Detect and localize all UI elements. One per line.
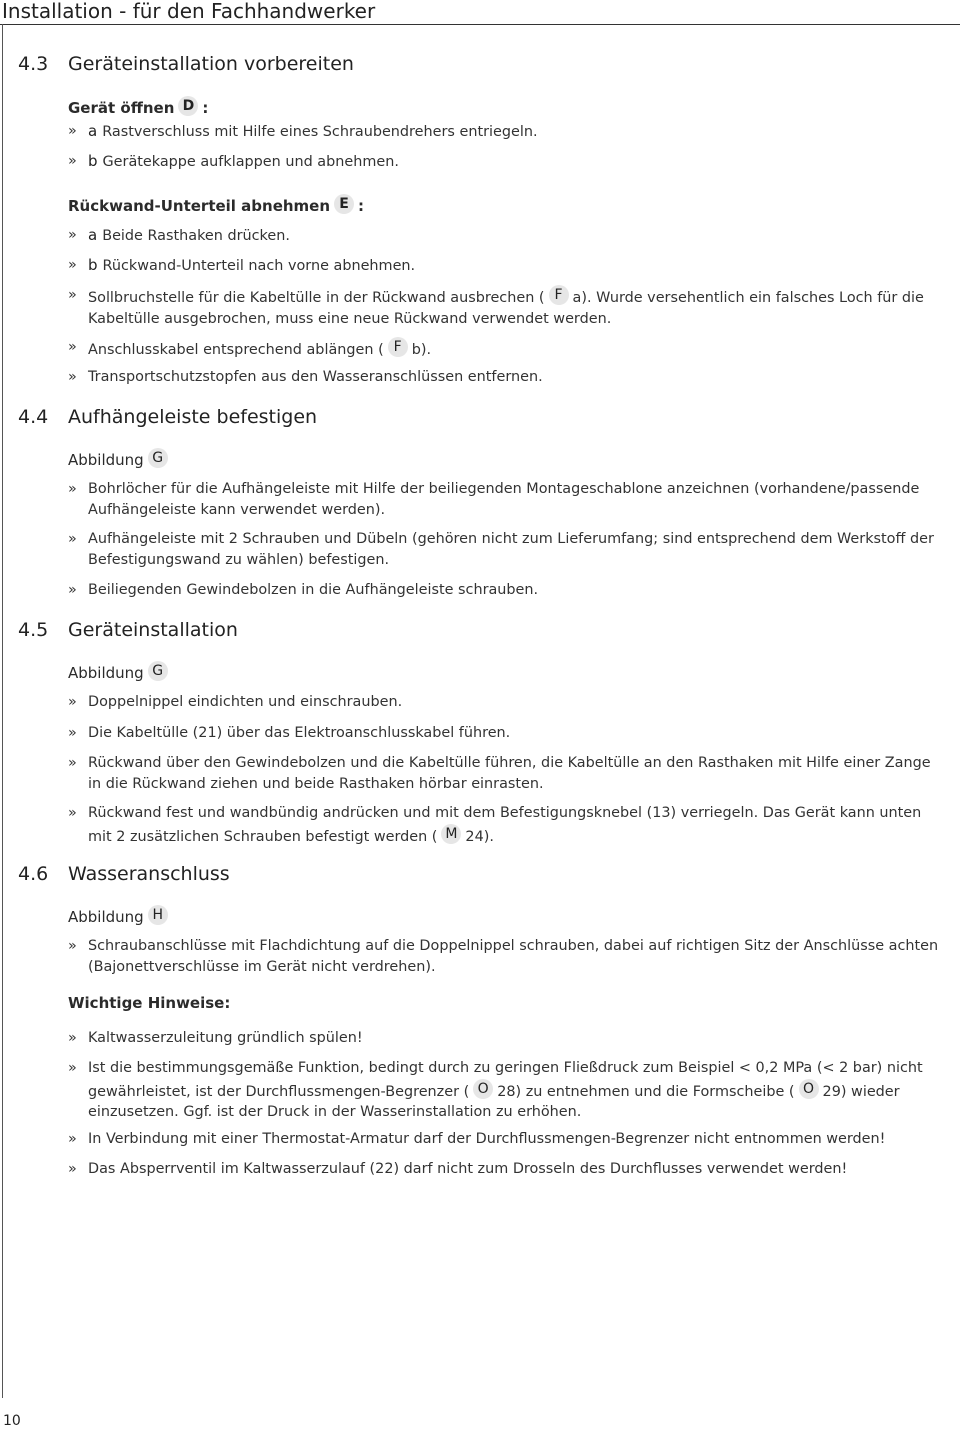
bullet-icon: » <box>68 755 77 771</box>
list-item <box>68 753 948 794</box>
figure-badge-m: M <box>441 824 461 844</box>
list-item <box>68 255 948 277</box>
bullet-icon: » <box>68 1030 77 1046</box>
bullet-icon: » <box>68 1131 77 1147</box>
bullet-icon: » <box>68 1161 77 1177</box>
item-text: Anschlusskabel entsprechend ablängen <box>88 342 374 358</box>
bullet-icon: » <box>68 153 77 169</box>
list-item <box>68 1058 948 1123</box>
section-title: Geräteinstallation <box>68 619 238 641</box>
item-text: 28) zu entnehmen und die Formscheibe ( <box>497 1083 795 1100</box>
paren: ( <box>538 290 545 306</box>
section-number: 4.3 <box>18 53 49 75</box>
list-item <box>68 151 948 173</box>
step-letter: b <box>88 152 98 170</box>
subheading-remove-rear-panel <box>68 194 364 215</box>
paren: ( <box>378 342 384 358</box>
item-text: Ist die bestimmungsgemäße Funktion, bedingt durch zu geringen Fließdruck zum Beispiel < 0,2 MPa (< 2 bar) nicht gewährleistet, ist der Durchflussmengen-Begrenzer ( <box>88 1060 923 1100</box>
left-margin-rule <box>2 24 3 1398</box>
item-text: Wurde versehentlich ein falsches Loch für die Kabeltülle ausgebrochen, muss eine neue Rückwand verwendet werden. <box>88 290 924 327</box>
bullet-icon: » <box>68 369 77 385</box>
subheading-label: Rückwand-Unterteil abnehmen <box>68 197 331 215</box>
section-heading-4-5 <box>18 619 238 641</box>
section-heading-4-4 <box>18 406 317 428</box>
section-heading-4-3 <box>18 53 354 75</box>
figure-label: Abbildung <box>68 908 144 926</box>
figure-label: Abbildung <box>68 664 144 682</box>
section-number: 4.5 <box>18 619 49 641</box>
bullet-icon: » <box>68 123 77 139</box>
figure-badge-h: H <box>148 905 168 925</box>
list-item <box>68 529 948 570</box>
item-text: Beiliegenden Gewindebolzen in die Aufhängeleiste schrauben. <box>88 582 539 598</box>
item-text: Das Absperrventil im Kaltwasserzulauf (22) darf nicht zum Drosseln des Durchflusses verwendet werden! <box>88 1161 848 1177</box>
item-text: Rückwand-Unterteil nach vorne abnehmen. <box>102 258 416 274</box>
list-item <box>68 692 948 713</box>
page-header-title: Installation - für den Fachhandwerker <box>2 0 376 23</box>
bullet-icon: » <box>68 805 77 821</box>
list-item <box>68 479 948 520</box>
item-text: In Verbindung mit einer Thermostat-Armatur darf der Durchflussmengen-Begrenzer nicht entnommen werden! <box>88 1131 886 1147</box>
item-text: Bohrlöcher für die Aufhängeleiste mit Hilfe der beiliegenden Montageschablone anzeichnen (vorhandene/passende Aufhängeleiste kann verwendet werden). <box>88 481 920 518</box>
list-item <box>68 1129 948 1150</box>
step-letter: a <box>88 122 98 140</box>
item-text: Aufhängeleiste mit 2 Schrauben und Dübeln (gehören nicht zum Lieferumfang; sind entsprechend dem Werkstoff der Befestigungswand zu wählen) befestigen. <box>88 531 934 568</box>
colon: : <box>202 99 209 117</box>
figure-reference <box>68 661 172 682</box>
bullet-icon: » <box>68 938 77 954</box>
item-text: 29) wieder einzusetzen. Ggf. ist der Druck in der Wasserinstallation zu erhöhen. <box>88 1083 900 1120</box>
section-number: 4.4 <box>18 406 49 428</box>
list-item <box>68 225 948 247</box>
item-text: Kaltwasserzuleitung gründlich spülen! <box>88 1030 363 1046</box>
list-item <box>68 367 948 388</box>
figure-badge-o: O <box>473 1079 493 1099</box>
section-title: Aufhängeleiste befestigen <box>68 406 318 428</box>
section-title: Geräteinstallation vorbereiten <box>68 53 354 75</box>
bullet-icon: » <box>68 257 77 273</box>
figure-badge-f: F <box>388 337 408 357</box>
list-item <box>68 1028 948 1049</box>
bullet-icon: » <box>68 481 77 497</box>
item-text: Sollbruchstelle für die Kabeltülle in der Rückwand ausbrechen <box>88 290 535 306</box>
list-item <box>68 803 948 847</box>
bullet-icon: » <box>68 287 77 303</box>
colon: : <box>358 197 365 215</box>
bullet-icon: » <box>68 339 77 355</box>
figure-badge-g: G <box>148 448 168 468</box>
bullet-icon: » <box>68 1060 77 1076</box>
subheading-important-notes: Wichtige Hinweise: <box>68 994 231 1012</box>
bullet-icon: » <box>68 725 77 741</box>
list-item <box>68 285 948 329</box>
list-item <box>68 337 948 361</box>
item-text: Transportschutzstopfen aus den Wasseranschlüssen entfernen. <box>88 369 543 385</box>
subheading-open-device <box>68 96 208 117</box>
figure-reference <box>68 905 172 926</box>
page-number: 10 <box>3 1413 21 1429</box>
page-header <box>0 0 960 25</box>
item-text: Gerätekappe aufklappen und abnehmen. <box>102 154 399 170</box>
item-text: Schraubanschlüsse mit Flachdichtung auf die Doppelnippel schrauben, dabei auf richtigen Sitz der Anschlüsse achten (Bajonettverschlüsse im Gerät nicht verdrehen). <box>88 938 939 975</box>
section-heading-4-6 <box>18 863 230 885</box>
bullet-icon: » <box>68 531 77 547</box>
figure-badge-f: F <box>549 285 569 305</box>
figure-reference <box>68 448 172 469</box>
subheading-label: Gerät öffnen <box>68 99 175 117</box>
section-title: Wasseranschluss <box>68 863 230 885</box>
figure-badge-g: G <box>148 661 168 681</box>
item-text: Die Kabeltülle (21) über das Elektroanschlusskabel führen. <box>88 725 511 741</box>
item-text: Rastverschluss mit Hilfe eines Schraubendrehers entriegeln. <box>102 124 538 140</box>
item-text: Doppelnippel eindichten und einschrauben. <box>88 694 403 710</box>
list-item <box>68 936 948 977</box>
item-text: Rückwand über den Gewindebolzen und die Kabeltülle führen, die Kabeltülle an den Rasthaken mit Hilfe einer Zange in die Rückwand ziehen und beide Rasthaken hörbar einrasten. <box>88 755 931 792</box>
figure-label: Abbildung <box>68 451 144 469</box>
item-text: 24). <box>465 828 494 845</box>
step-letter: a <box>88 226 98 244</box>
list-item <box>68 580 948 601</box>
bullet-icon: » <box>68 582 77 598</box>
figure-badge-o: O <box>799 1079 819 1099</box>
section-number: 4.6 <box>18 863 49 885</box>
item-text: Beide Rasthaken drücken. <box>102 228 290 244</box>
bullet-icon: » <box>68 694 77 710</box>
step-letter: b <box>88 256 98 274</box>
item-text: Rückwand fest und wandbündig andrücken und mit dem Befestigungsknebel (13) verriegeln. Das Gerät kann unten mit 2 zusätzlichen Schrauben befestigt werden ( <box>88 805 922 845</box>
list-item <box>68 121 948 143</box>
paren: b). <box>411 342 432 358</box>
list-item <box>68 1159 948 1180</box>
figure-badge-e: E <box>334 194 354 214</box>
list-item <box>68 723 948 744</box>
figure-badge-d: D <box>178 96 198 116</box>
paren: a). <box>572 290 592 306</box>
bullet-icon: » <box>68 227 77 243</box>
